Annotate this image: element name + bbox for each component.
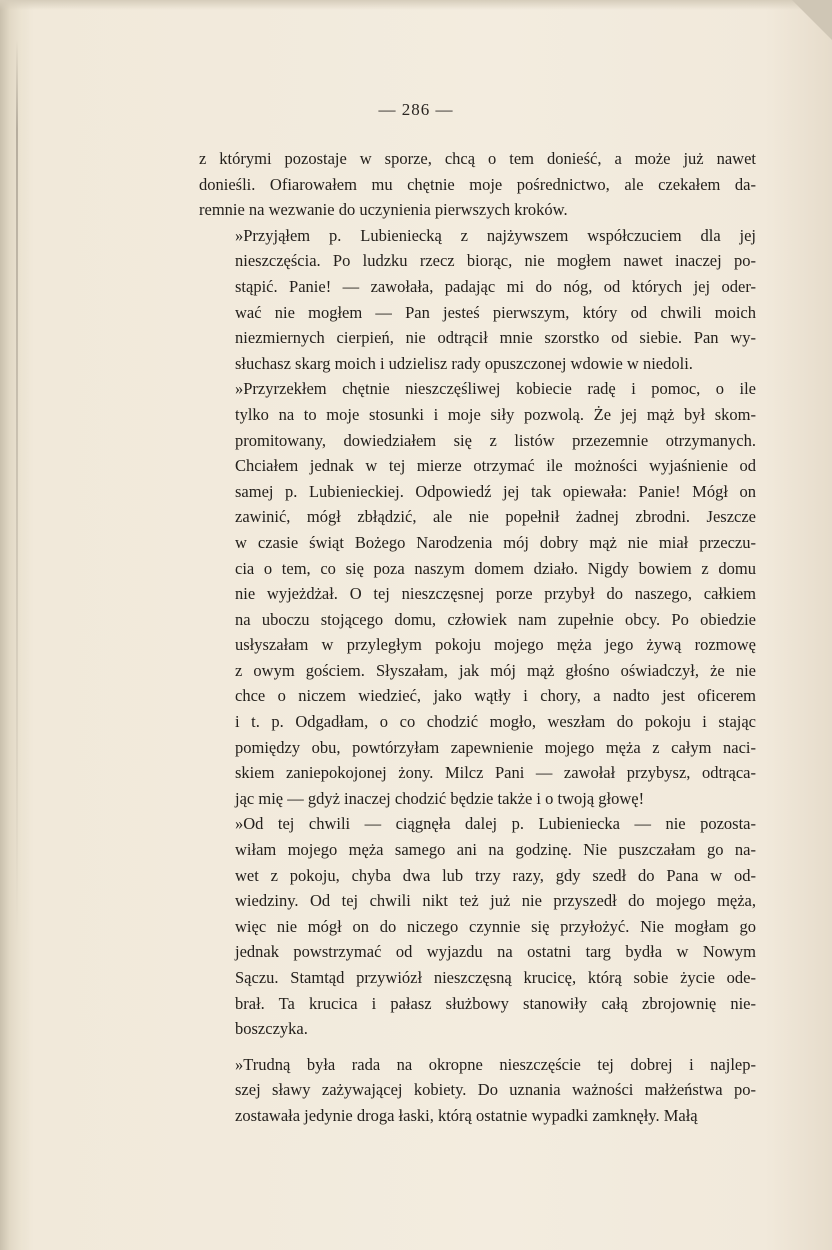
body-text — [199, 146, 756, 1129]
text-line: więc nie mógł on do niczego czynnie się przyłożyć. Nie mogłam go — [235, 916, 756, 936]
text-line: jąc mię — gdyż inaczej chodzić będzie także i o twoją głowę! — [235, 788, 645, 808]
text-line: zostawała jedynie droga łaski, którą ostatnie wypadki zamknęły. Małą — [235, 1105, 698, 1125]
text-line: z owym gościem. Słyszałam, jak mój mąż głośno oświadczył, że nie — [235, 660, 756, 680]
text-line: wiłam mojego męża samego ani na godzinę. Nie puszczałam go na- — [235, 840, 756, 860]
text-line: cia o tem, co się poza naszym domem działo. Nigdy bowiem z domu — [235, 558, 756, 578]
text-line: »Przyrzekłem chętnie nieszczęśliwej kobiecie radę i pomoc, o ile — [235, 379, 756, 399]
text-line: wet z pokoju, chyba dwa lub trzy razy, gdy szedł do Pana w od- — [235, 865, 756, 885]
text-line: nie wyjeżdżał. O tej nieszczęsnej porze przybył do naszego, całkiem — [235, 584, 756, 604]
text-line: samej p. Lubienieckiej. Odpowiedź jej tak opiewała: Panie! Mógł on — [235, 481, 756, 501]
text-line: boszczyka. — [235, 1019, 308, 1039]
text-line: stąpić. Panie! — zawołała, padając mi do nóg, od których jej oder- — [235, 276, 756, 296]
paragraph — [199, 811, 756, 1041]
paragraph — [199, 1052, 756, 1129]
text-line: szej sławy zażywającej kobiety. Do uznania ważności małżeństwa po- — [235, 1080, 756, 1100]
text-line: niezmiernych cierpień, nie odtrącił mnie szorstko od siebie. Pan wy- — [235, 328, 756, 348]
text-line: w czasie świąt Bożego Narodzenia mój dobry mąż nie miał przeczu- — [235, 532, 756, 552]
text-line: donieśli. Ofiarowałem mu chętnie moje pośrednictwo, ale czekałem da- — [199, 174, 756, 194]
text-line: »Trudną była rada na okropne nieszczęście tej dobrej i najlep- — [235, 1054, 756, 1074]
text-line: Chciałem jednak w tej mierze otrzymać ile możności wyjaśnienie od — [235, 456, 756, 476]
paragraph — [199, 223, 756, 377]
text-line: wać nie mogłem — Pan jesteś pierwszym, który od chwili moich — [235, 302, 756, 322]
text-line: remnie na wezwanie do uczynienia pierwszych kroków. — [199, 200, 568, 220]
text-line: wiedziny. Od tej chwili nikt też już nie przyszedł do mojego męża, — [235, 891, 756, 911]
page-binding-edge — [0, 0, 30, 1250]
page-number: — 286 — — [378, 100, 454, 119]
text-line: brał. Ta krucica i pałasz służbowy stanowiły całą zbrojownię nie- — [235, 993, 756, 1013]
text-line: pomiędzy obu, powtórzyłam zapewnienie mojego męża z całym naci- — [235, 737, 756, 757]
text-line: »Od tej chwili — ciągnęła dalej p. Lubieniecka — nie pozosta- — [235, 814, 756, 834]
text-line: z którymi pozostaje w sporze, chcą o tem donieść, a może już nawet — [199, 149, 756, 168]
text-line: »Przyjąłem p. Lubieniecką z najżywszem współczuciem dla jej — [235, 225, 756, 245]
paragraph — [199, 376, 756, 811]
text-line: promitowany, dowiedziałem się z listów przezemnie otrzymanych. — [235, 430, 756, 450]
text-line: słuchasz skarg moich i udzielisz rady opuszczonej wdowie w niedoli. — [235, 353, 693, 373]
page-top-edge — [0, 0, 832, 10]
text-line: skiem zaniepokojonej żony. Milcz Pani — zawołał przybysz, odtrąca- — [235, 763, 756, 783]
paragraph-gap — [199, 1042, 756, 1052]
paragraph — [199, 146, 756, 223]
page-corner — [792, 0, 832, 40]
text-line: nieszczęścia. Po ludzku rzecz biorąc, nie mogłem nawet inaczej po- — [235, 251, 756, 271]
text-line: na uboczu stojącego domu, człowiek nam zupełnie obcy. Po obiedzie — [235, 609, 756, 629]
text-line: zawinić, mógł zbłądzić, ale nie popełnił żadnej zbrodni. Jeszcze — [235, 507, 756, 527]
text-line: i t. p. Odgadłam, o co chodzić mogło, weszłam do pokoju i stając — [235, 712, 756, 732]
text-line: Sączu. Stamtąd przywiózł nieszczęsną krucicę, którą sobie życie ode- — [235, 968, 756, 987]
text-line: chce o niczem wiedzieć, jako wątły i chory, a nadto jest oficerem — [235, 686, 756, 706]
text-line: usłyszałam w przyległym pokoju mojego męża jego żywą rozmowę — [235, 635, 756, 655]
text-line: tylko na to moje stosunki i moje siły pozwolą. Że jej mąż był skom- — [235, 404, 756, 424]
text-line: jednak powstrzymać od wyjazdu na ostatni targ bydła w Nowym — [235, 942, 756, 962]
